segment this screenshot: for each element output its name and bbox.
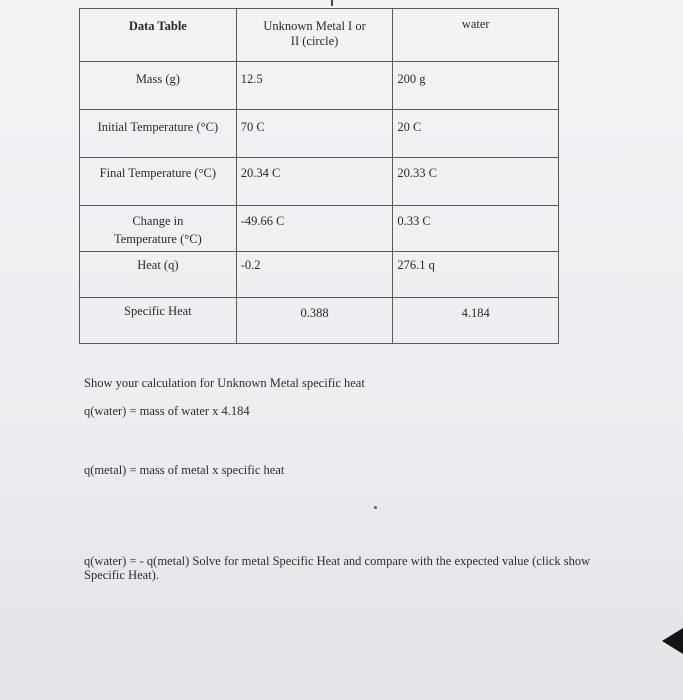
table-row-mass (80, 62, 559, 110)
instruction-solve-specific-heat: q(water) = - q(metal) Solve for metal Specific Heat and compare with the expected value (click show Specific Heat). (84, 554, 591, 582)
metal-value: -0.2 (236, 252, 393, 298)
metal-value: 20.34 C (236, 158, 393, 206)
water-value: 276.1 q (393, 252, 559, 298)
metal-value: 0.388 (236, 298, 393, 344)
cursor-arrow-icon (662, 628, 683, 654)
water-value: 20.33 C (393, 158, 559, 206)
header-water (393, 9, 559, 62)
table-header-row (80, 9, 559, 62)
table-row-initial-temperature (80, 110, 559, 158)
water-value: 0.33 C (393, 206, 559, 252)
row-label: Initial Temperature (°C) (80, 110, 237, 158)
header-water-label: water (461, 17, 490, 31)
instruction-q-metal-formula: q(metal) = mass of metal x specific heat (84, 463, 285, 477)
row-label: Heat (q) (80, 252, 237, 298)
row-label: Final Temperature (°C) (80, 158, 237, 206)
table-row-final-temperature (80, 158, 559, 206)
water-value: 4.184 (393, 298, 559, 344)
metal-value: 70 C (236, 110, 393, 158)
table-row-specific-heat (80, 298, 559, 344)
data-table (79, 8, 559, 344)
table-row-heat (80, 252, 559, 298)
header-unknown-metal-line1: Unknown Metal I or (263, 19, 366, 33)
metal-value: 12.5 (236, 62, 393, 110)
row-label-line1: Change in (132, 214, 184, 228)
stray-mark (374, 506, 377, 509)
header-unknown-metal (236, 9, 393, 62)
page-mark (331, 0, 333, 6)
row-label: Mass (g) (80, 62, 237, 110)
row-label: Specific Heat (80, 298, 237, 344)
metal-value: -49.66 C (236, 206, 393, 252)
header-data-table-label: Data Table (128, 19, 187, 33)
instruction-calculation-prompt: Show your calculation for Unknown Metal specific heat (84, 376, 365, 390)
instruction-q-water-formula: q(water) = mass of water x 4.184 (84, 404, 250, 418)
header-data-table (80, 9, 237, 62)
row-label-line2: Temperature (°C) (113, 232, 202, 246)
table-row-change-in-temperature (80, 206, 559, 252)
water-value: 20 C (393, 110, 559, 158)
row-label (80, 206, 237, 252)
water-value: 200 g (393, 62, 559, 110)
header-unknown-metal-line2: II (circle) (290, 34, 339, 48)
